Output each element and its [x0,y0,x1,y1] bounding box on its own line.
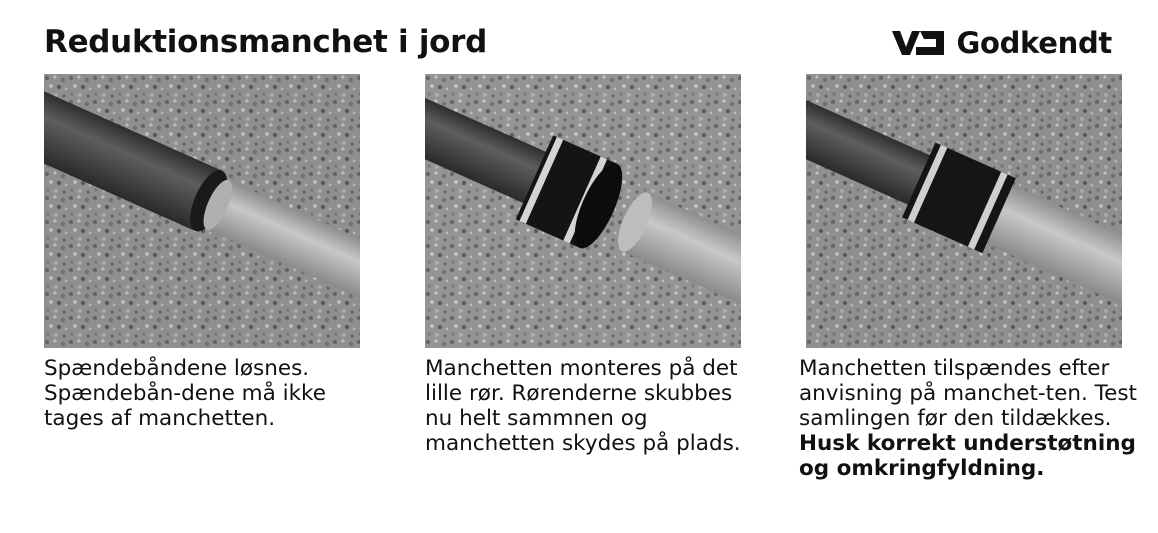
step-3-text: Manchetten tilspændes efter anvisning på manchet-ten. Test samlingen før den tildækkes. [799,356,1137,431]
badge-label: Godkendt [956,26,1112,60]
step-1-caption [44,356,384,431]
page-title: Reduktionsmanchet i jord [44,24,488,60]
step-1-text: Spændebåndene løsnes. Spændebån-dene må ikke tages af manchetten. [44,356,326,431]
vd-logo-icon [890,27,946,59]
step-2-text: Manchetten monteres på det lille rør. Rørenderne skubbes nu helt sammnen og manchetten skydes på plads. [425,356,741,456]
step-1-photo [44,74,360,348]
step-3-caption [799,356,1149,481]
step-2-caption [425,356,765,456]
step-2-photo [425,74,741,348]
step-3-note: Husk korrekt understøtning og omkringfyldning. [799,431,1136,481]
approval-badge [890,26,1112,60]
step-3-photo [806,74,1122,348]
